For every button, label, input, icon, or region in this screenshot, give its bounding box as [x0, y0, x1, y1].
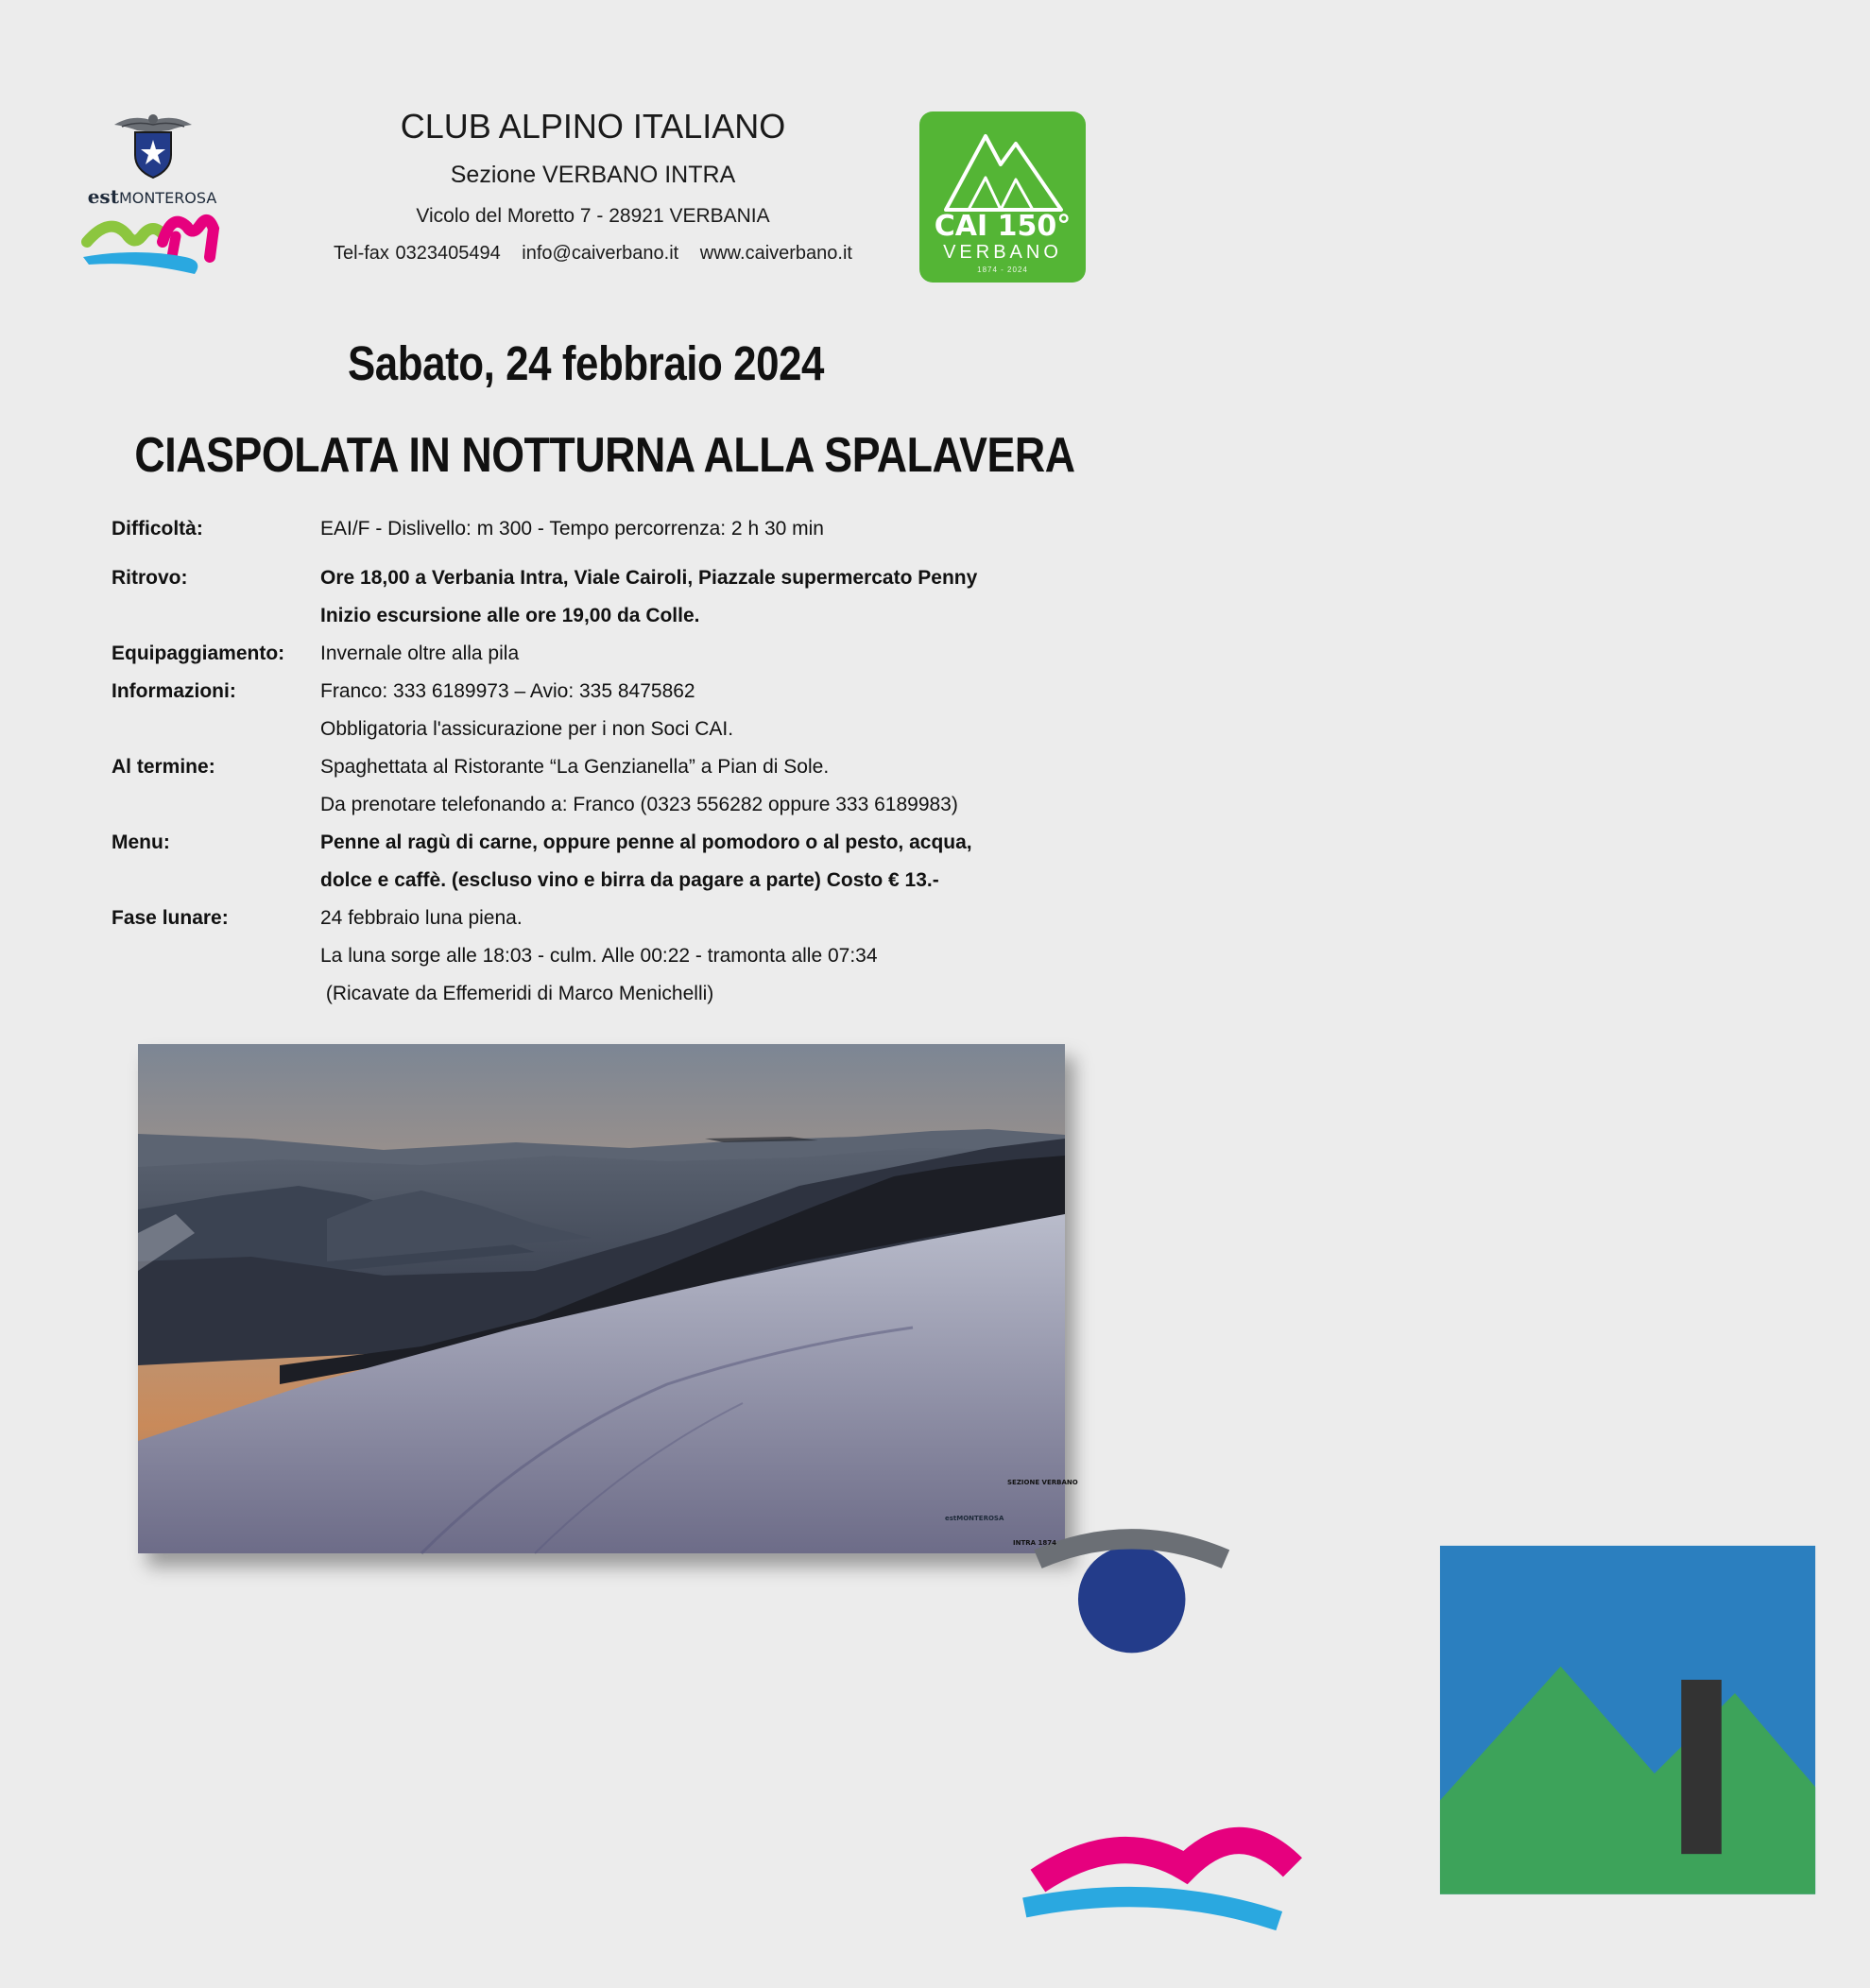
info-value: Inizio escursione alle ore 19,00 da Colle.	[320, 605, 700, 626]
photo-watermark	[943, 1479, 1078, 1551]
club-address: Vicolo del Moretto 7 - 28921 VERBANIA	[416, 205, 770, 227]
est-monterosa-wordmark: estMONTEROSA	[87, 185, 217, 208]
website-link[interactable]: www.caiverbano.it	[699, 243, 852, 264]
info-value: 24 febbraio luna piena.	[320, 907, 523, 929]
info-label: Ritrovo:	[112, 567, 188, 589]
info-label: Fase lunare:	[112, 907, 229, 929]
info-value: EAI/F - Dislivello: m 300 - Tempo percorrenza: 2 h 30 min	[320, 518, 824, 540]
mountain-icon	[942, 127, 1065, 214]
info-value: Invernale oltre alla pila	[320, 643, 520, 664]
event-date: Sabato, 24 febbraio 2024	[347, 336, 825, 390]
info-value: Penne al ragù di carne, oppure penne al pomodoro o al pesto, acqua,	[320, 831, 972, 853]
info-row-difficolta	[112, 510, 1066, 548]
info-value: dolce e caffè. (escluso vino e birra da pagare a parte) Costo € 13.-	[320, 869, 939, 891]
snowy-mountain-dusk-image	[138, 1044, 1065, 1553]
info-value: Obbligatoria l'assicurazione per i non Soci CAI.	[320, 718, 734, 740]
info-value: Ore 18,00 a Verbania Intra, Viale Cairoli, Piazzale supermercato Penny	[320, 567, 978, 589]
info-value: (Ricavate da Effemeridi di Marco Menichelli)	[320, 983, 714, 1004]
telfax: Tel-fax 0323405494	[334, 243, 501, 264]
cai-150-logo	[919, 111, 1086, 283]
info-value: Da prenotare telefonando a: Franco (0323 556282 oppure 333 6189983)	[320, 794, 958, 815]
info-row-menu	[112, 824, 1066, 900]
info-label: Menu:	[112, 831, 170, 853]
cai-150-text: CAI 150°	[934, 210, 1072, 243]
info-label: Equipaggiamento:	[112, 643, 285, 664]
info-value: La luna sorge alle 18:03 - culm. Alle 00:22 - tramonta alle 07:34	[320, 945, 878, 967]
watermark-sezione-text: SEZIONE VERBANO	[1007, 1479, 1078, 1486]
info-value: Spaghettata al Ristorante “La Genzianella” a Pian di Sole.	[320, 756, 830, 778]
event-photo	[138, 1044, 1078, 1553]
watermark-logos-icon	[943, 1479, 1870, 1988]
verbano-text: VERBANO	[943, 242, 1062, 263]
info-row-informazioni	[112, 673, 1066, 748]
club-header	[283, 106, 902, 265]
email-link[interactable]: info@caiverbano.it	[522, 243, 679, 264]
club-name: CLUB ALPINO ITALIANO	[400, 107, 786, 146]
club-contacts	[283, 242, 902, 265]
info-row-fase-lunare	[112, 900, 1066, 1013]
info-value: Franco: 333 6189973 – Avio: 335 8475862	[320, 680, 695, 702]
info-row-ritrovo	[112, 559, 1066, 635]
info-label: Difficoltà:	[112, 518, 203, 540]
event-info	[112, 510, 1066, 1013]
years-text: 1874 - 2024	[977, 266, 1028, 274]
sezione-name: Sezione VERBANO INTRA	[450, 162, 736, 188]
info-row-al-termine	[112, 748, 1066, 824]
est-monterosa-logo	[81, 111, 223, 282]
cai-eagle-shield-icon	[112, 111, 194, 180]
watermark-est-text: estMONTEROSA	[945, 1515, 1004, 1522]
info-label: Informazioni:	[112, 680, 236, 702]
monterosa-m-mark-icon	[81, 208, 223, 282]
info-row-equipaggiamento	[112, 635, 1066, 673]
event-title: CIASPOLATA IN NOTTURNA ALLA SPALAVERA	[134, 428, 1075, 483]
watermark-intra-text: INTRA 1874	[1013, 1539, 1056, 1547]
info-label: Al termine:	[112, 756, 215, 778]
